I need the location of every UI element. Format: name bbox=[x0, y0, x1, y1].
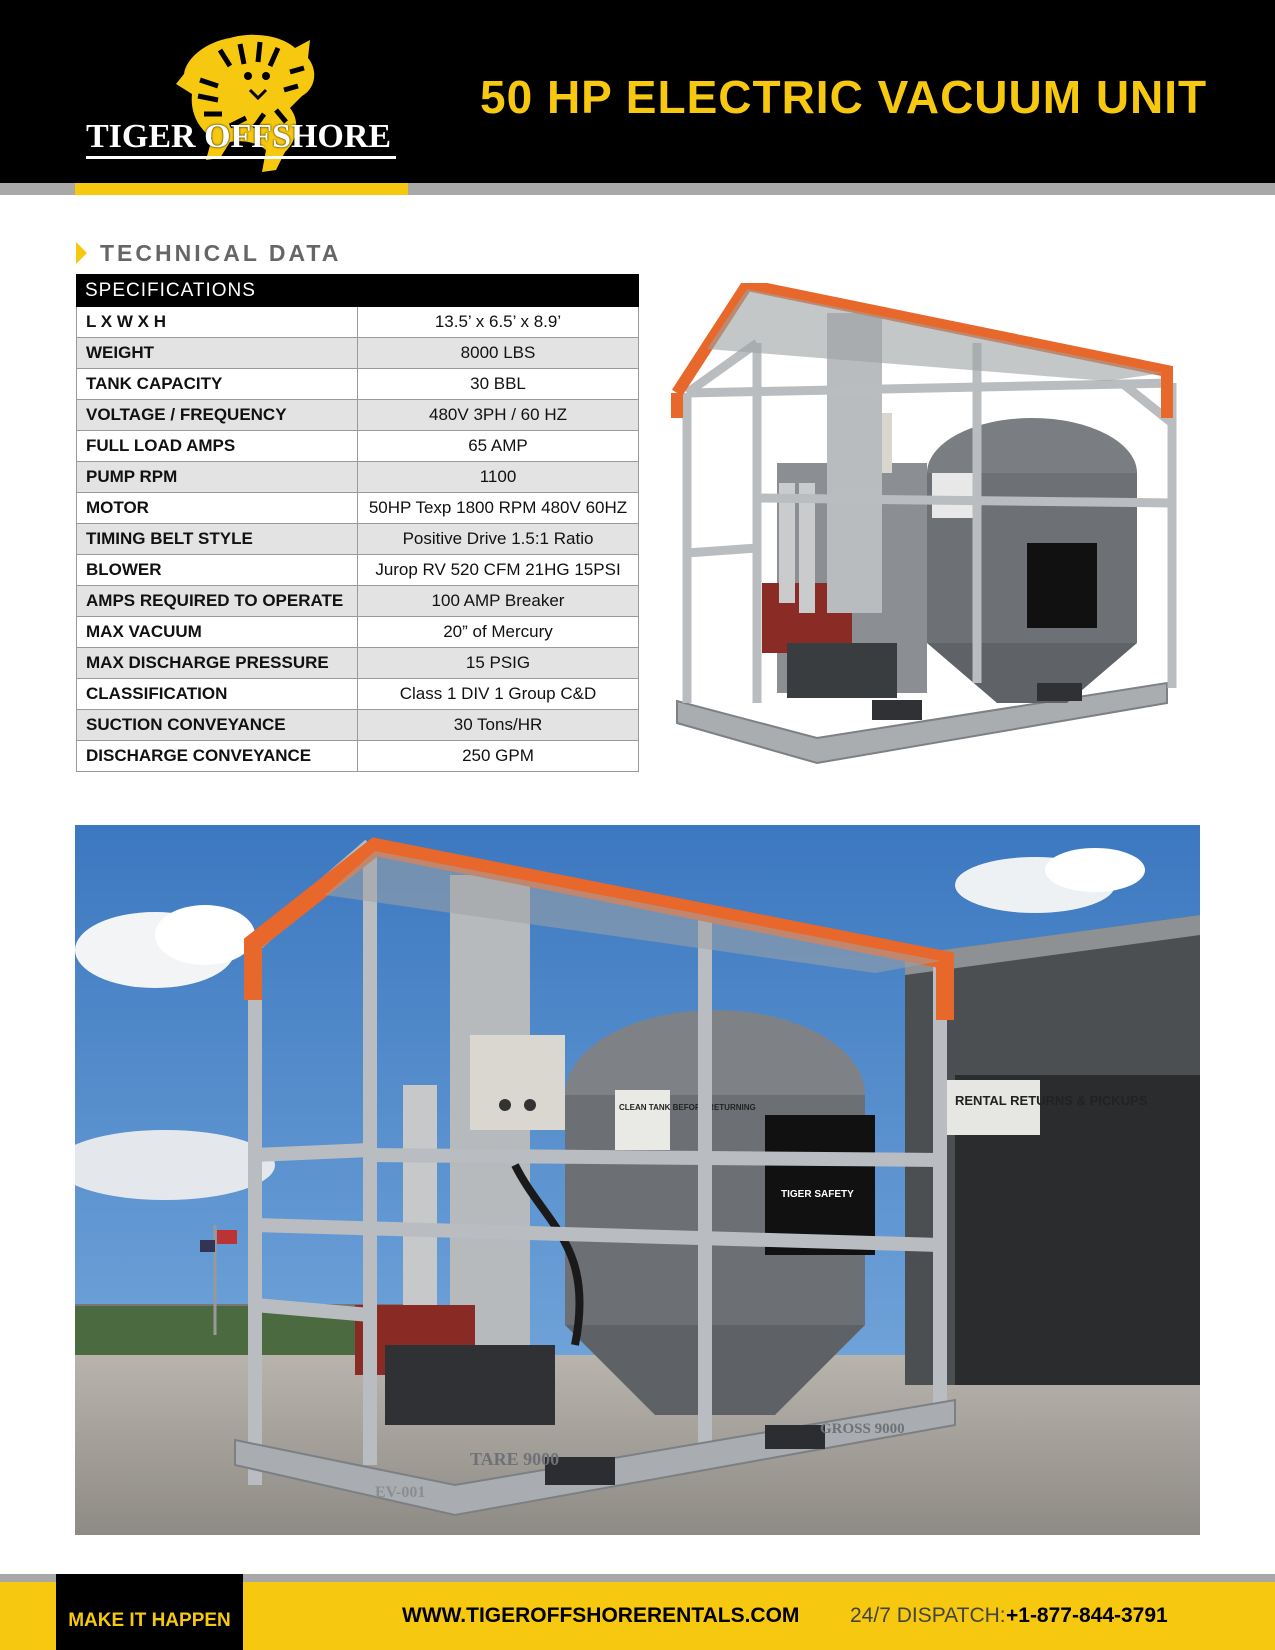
page-title: 50 HP ELECTRIC VACUUM UNIT bbox=[480, 71, 1208, 123]
spec-value: 50HP Texp 1800 RPM 480V 60HZ bbox=[358, 493, 639, 524]
tiger-icon bbox=[80, 30, 410, 182]
spec-value: 20” of Mercury bbox=[358, 617, 639, 648]
spec-label: TIMING BELT STYLE bbox=[77, 524, 358, 555]
table-row bbox=[77, 679, 639, 710]
header-accent-bar bbox=[75, 183, 408, 195]
logo-wordmark: TIGER OFFSHORE bbox=[86, 118, 392, 155]
spec-label: MAX DISCHARGE PRESSURE bbox=[77, 648, 358, 679]
table-row bbox=[77, 369, 639, 400]
table-header: SPECIFICATIONS bbox=[77, 275, 639, 307]
table-row bbox=[77, 586, 639, 617]
spec-label: MOTOR bbox=[77, 493, 358, 524]
tiger-offshore-logo[interactable] bbox=[80, 30, 410, 182]
table-row bbox=[77, 648, 639, 679]
dispatch-label: 24/7 DISPATCH: bbox=[850, 1604, 1006, 1627]
spec-label: BLOWER bbox=[77, 555, 358, 586]
spec-value: 1100 bbox=[358, 462, 639, 493]
spec-value: 8000 LBS bbox=[358, 338, 639, 369]
section-heading-text: TECHNICAL DATA bbox=[100, 240, 342, 266]
dispatch-phone-link[interactable]: +1-877-844-3791 bbox=[1006, 1604, 1168, 1627]
gross-label: GROSS 9000 bbox=[820, 1421, 905, 1437]
spec-value: 250 GPM bbox=[358, 741, 639, 772]
tiger-safety-text: TIGER SAFETY bbox=[781, 1189, 854, 1200]
spec-value: 30 BBL bbox=[358, 369, 639, 400]
spec-label: L X W X H bbox=[77, 307, 358, 338]
table-row bbox=[77, 462, 639, 493]
spec-value: Positive Drive 1.5:1 Ratio bbox=[358, 524, 639, 555]
spec-label: PUMP RPM bbox=[77, 462, 358, 493]
footer-tagline: MAKE IT HAPPEN bbox=[68, 1610, 231, 1631]
spec-value: Jurop RV 520 CFM 21HG 15PSI bbox=[358, 555, 639, 586]
table-row bbox=[77, 555, 639, 586]
table-row bbox=[77, 431, 639, 462]
spec-label: DISCHARGE CONVEYANCE bbox=[77, 741, 358, 772]
footer-tagline-block bbox=[56, 1574, 243, 1650]
spec-label: TANK CAPACITY bbox=[77, 369, 358, 400]
tare-label: TARE 9000 bbox=[470, 1449, 560, 1469]
rental-sign-text: RENTAL RETURNS & PICKUPS bbox=[955, 1093, 1148, 1108]
spec-value: 480V 3PH / 60 HZ bbox=[358, 400, 639, 431]
spec-label: SUCTION CONVEYANCE bbox=[77, 710, 358, 741]
spec-label: VOLTAGE / FREQUENCY bbox=[77, 400, 358, 431]
clean-tank-text: CLEAN TANK BEFORE RETURNING bbox=[619, 1103, 756, 1112]
spec-value: Class 1 DIV 1 Group C&D bbox=[358, 679, 639, 710]
table-header-row bbox=[77, 275, 639, 307]
table-row bbox=[77, 741, 639, 772]
website-link[interactable]: WWW.TIGEROFFSHORERENTALS.COM bbox=[402, 1604, 800, 1627]
spec-label: WEIGHT bbox=[77, 338, 358, 369]
spec-value: 15 PSIG bbox=[358, 648, 639, 679]
spec-value: 100 AMP Breaker bbox=[358, 586, 639, 617]
spec-label: MAX VACUUM bbox=[77, 617, 358, 648]
product-photo-outdoor bbox=[75, 825, 1200, 1535]
table-row bbox=[77, 400, 639, 431]
spec-value: 30 Tons/HR bbox=[358, 710, 639, 741]
spec-label: AMPS REQUIRED TO OPERATE bbox=[77, 586, 358, 617]
table-row bbox=[77, 493, 639, 524]
table-row bbox=[77, 710, 639, 741]
unit-id-label: EV-001 bbox=[375, 1484, 426, 1501]
table-row bbox=[77, 524, 639, 555]
spec-label: FULL LOAD AMPS bbox=[77, 431, 358, 462]
table-row bbox=[77, 338, 639, 369]
product-photo-cutout bbox=[667, 283, 1205, 780]
table-row bbox=[77, 617, 639, 648]
spec-value: 13.5’ x 6.5’ x 8.9’ bbox=[358, 307, 639, 338]
header-band bbox=[0, 0, 1275, 183]
spec-label: CLASSIFICATION bbox=[77, 679, 358, 710]
spec-value: 65 AMP bbox=[358, 431, 639, 462]
arrow-right-icon bbox=[76, 242, 87, 264]
logo-underline bbox=[86, 156, 396, 159]
table-row bbox=[77, 307, 639, 338]
specifications-table bbox=[76, 274, 639, 772]
